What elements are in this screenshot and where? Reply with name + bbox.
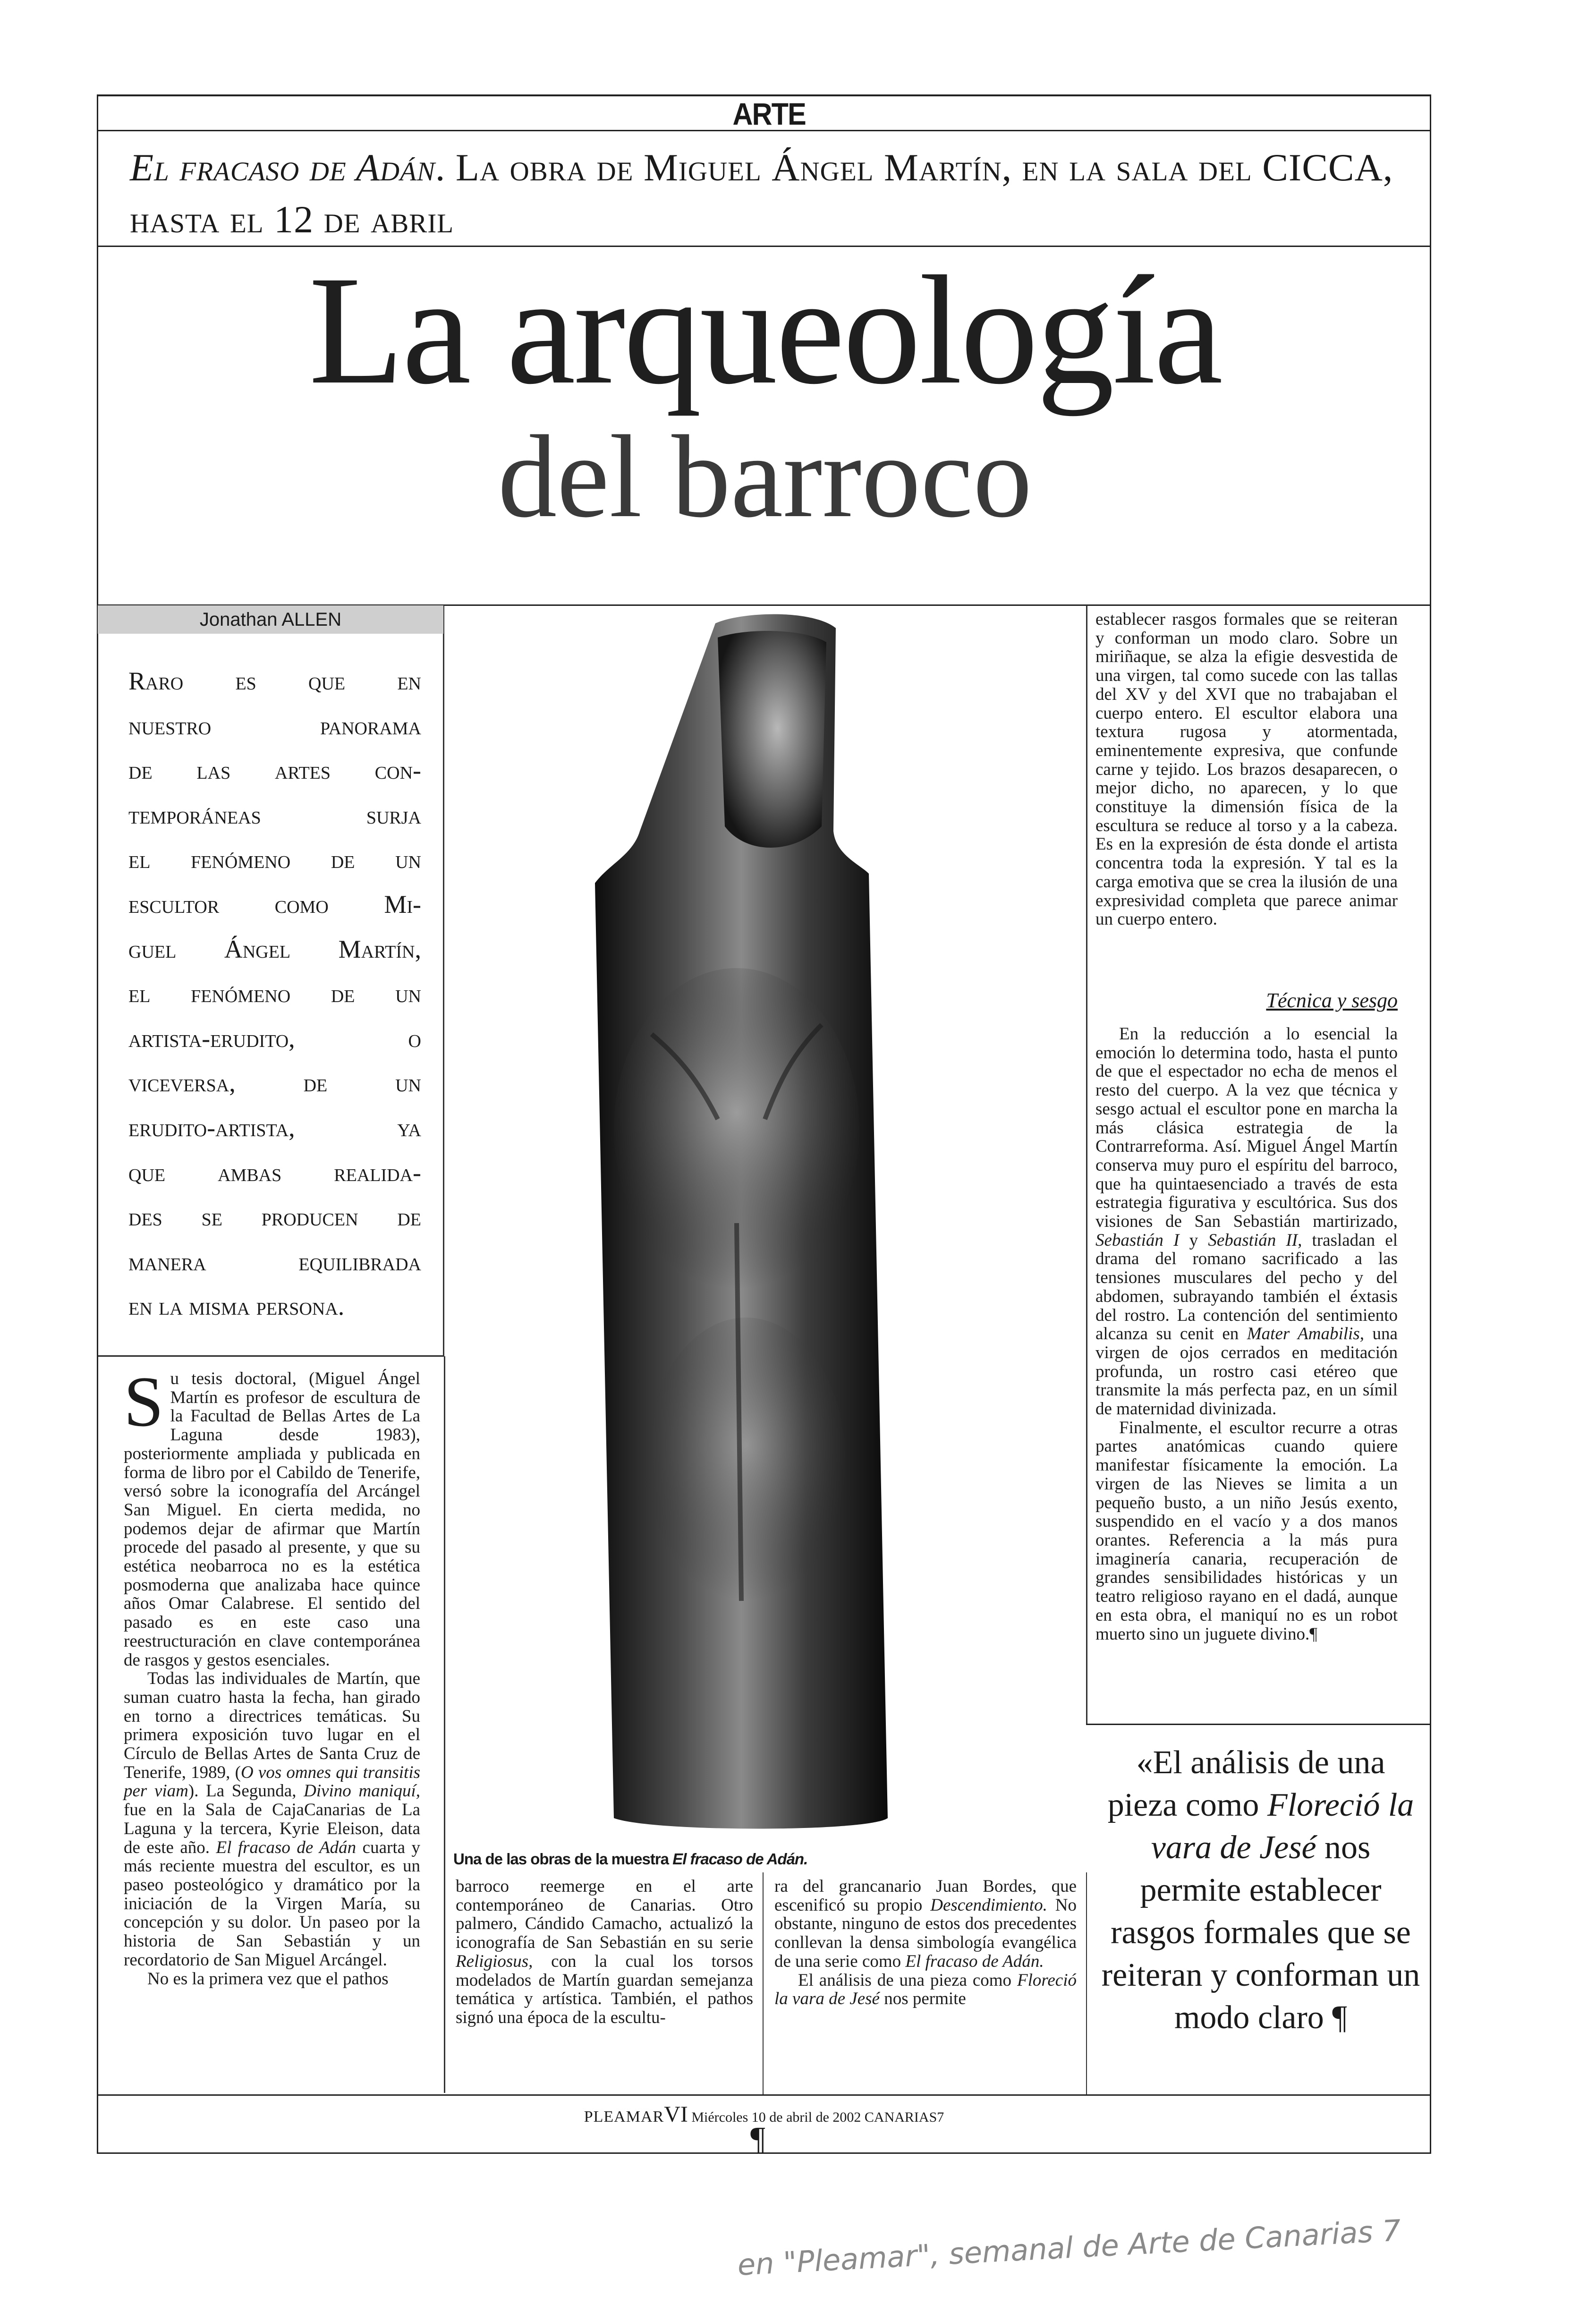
paragraph: El análisis de una pieza como Floreció la vara de Jesé nos permite — [774, 1970, 1077, 2009]
footer-paper: CANARIAS7 — [864, 2109, 944, 2125]
photo-caption: Una de las obras de la muestra El fracaso de Adán. — [453, 1850, 808, 1868]
lead-box-right — [443, 605, 444, 1356]
paragraph: barroco reemerge en el arte contemporáneo de Canarias. Otro palmero, Cándido Camacho, actualizó la iconografía de San Sebastián en su serie Religiosus, con la cual los torsos modelados de Martín guardan semejanza temática y artística. También, el pathos signó una época de la escultu- — [456, 1877, 753, 2027]
lead-line: Raro es que en — [128, 667, 421, 695]
col4-left-rule — [1086, 605, 1087, 1725]
headline-line1: La arqueología — [308, 244, 1222, 417]
paragraph: ra del grancanario Juan Bordes, que escenificó su propio Descendimiento. No obstante, ninguno de estos dos precedentes conllevan la densa simbología evangélica de una serie como El fracaso de Adán. — [774, 1877, 1077, 1971]
pull-quote: «El análisis de una pieza como Floreció la vara de Jesé nos permite establecer rasgos formales que se reiteran y conforman un modo claro ¶ — [1101, 1744, 1420, 2036]
col1-right-rule — [444, 1356, 445, 2093]
headline-line2: del barroco — [498, 411, 1032, 542]
paragraph: establecer rasgos formales que se reiteran y conforman un modo claro. Sobre un miriñaque, se alza la efigie desvestida de una virgen, tal como sucede con las tallas del XV y del XVI que no trabajaban el cuerpo entero. El escultor elabora una textura rugosa y atormentada, eminentemente expresiva, que confunde carne y tejido. Los brazos desaparecen, o mejor dicho, no aparecen, y lo que constituye la dimensión física de la escultura se reduce al torso y a la cabeza. Es en la expresión de ésta donde el artista concentra toda la expresión. Y tal es la carga emotiva que se crea la ilusión de una expresividad completa que parece animar un cuerpo entero. — [1095, 610, 1398, 929]
pull-rule-top — [1086, 1724, 1431, 1725]
footer-issue: VI — [664, 2102, 688, 2127]
footer-date: Miércoles 10 de abril de 2002 — [688, 2109, 865, 2125]
paragraph: Su tesis doctoral, (Miguel Ángel Martín es profesor de escultura de la Facultad de Bellas Artes de La Laguna desde 1983), posteriormente ampliada y publicada en forma de libro por el Cabildo de Tenerife, versó sobre la iconografía del Arcángel San Miguel. En cierta medida, no podemos dejar de afirmar que Martín procede del pasado al presente, y que su estética neobarroca no es la estética posmoderna que analizaba hace quince años Omar Calabrese. El sentido del pasado es en este caso una reestructuración en clave contemporánea de rasgos y gestos esenciales. — [124, 1362, 420, 1670]
paragraph: Todas las individuales de Martín, que suman cuatro hasta la fecha, han girado en torno a directrices temáticas. Su primera exposición tuvo lugar en el Círculo de Bellas Artes de Santa Cruz de Tenerife, 1989, (O vos omnes qui transitis per viam). La Segunda, Divino maniquí, fue en la Sala de CajaCanarias de La Laguna y la tercera, Kyrie Eleison, data de este año. El fracaso de Adán cuarta y más reciente muestra del escultor, es un paseo posteológico y dramático por la iniciación de la Virgen María, su concepción y su dolor. Un paseo por la historia de San Sebastián y un recordatorio de San Miguel Arcángel. — [124, 1669, 421, 1970]
footer-brand: PLEAMAR — [584, 2108, 664, 2125]
dek-exhibition-title: El fracaso de Adán — [130, 146, 435, 189]
col2-right-rule — [763, 1872, 764, 2094]
footer-pilcrow: ¶ — [750, 2121, 765, 2157]
lead-line: el fenómeno de un — [128, 845, 421, 874]
lead-paragraph — [128, 659, 421, 1329]
paragraph: En la reducción a lo esencial la emoción lo determina todo, hasta el punto de que el espectador no echa de menos el resto del cuerpo. A la vez que técnica y sesgo actual el escultor pone en marcha la más clásica estrategia de la Contrarreforma. Así. Miguel Ángel Martín conserva muy puro el espíritu del barroco, que ha quintaesenciado a través de esta estrategia figurativa y escultórica. Sus dos visiones de San Sebastián martirizado, Sebastián I y Sebastián II, trasladan el drama del romano sacrificado a las tensiones musculares del pecho y del abdomen, subrayando también el éxtasis del rostro. La contención del sentimiento alcanza su cenit en Mater Amabilis, una virgen de ojos cerrados en meditación profunda, un rostro casi etéreo que transmite la más perfecta paz, en un símil de maternidad divinizada. — [1095, 1024, 1398, 1419]
lead-line: artista-erudito, o — [128, 1024, 421, 1053]
section-tag: ARTE — [732, 96, 806, 131]
lead-line: nuestro panorama — [128, 711, 421, 740]
footer-rule — [97, 2094, 1431, 2096]
col3-right-rule — [1086, 1872, 1087, 2094]
dek — [130, 142, 1405, 246]
dek-text: . La obra de Miguel Ángel Martín, en la sala del CICCA, hasta el 12 de abril — [130, 146, 1393, 241]
sculpture-image — [453, 609, 1077, 1847]
lead-line: escultor como Mi- — [128, 890, 421, 918]
article-column-4b — [1095, 1025, 1398, 1643]
lead-line: viceversa, de un — [128, 1069, 421, 1097]
lead-line: el fenómeno de un — [128, 979, 421, 1008]
lead-line: temporáneas surja — [128, 800, 421, 829]
article-column-2 — [456, 1877, 753, 2027]
article-column-4a — [1095, 610, 1398, 929]
lead-line: des se producen de — [128, 1203, 421, 1232]
byline: Jonathan ALLEN — [98, 605, 443, 634]
sculpture-photo — [453, 609, 1077, 1847]
lead-line: guel Ángel Martín, — [128, 935, 421, 963]
article-column-1 — [124, 1362, 421, 1989]
lead-line: de las artes con- — [128, 756, 421, 785]
lead-line: erudito-artista, ya — [128, 1113, 421, 1142]
paragraph: No es la primera vez que el pathos — [147, 1969, 389, 1989]
lead-line: manera equilibrada — [128, 1247, 421, 1276]
drop-cap: S — [124, 1362, 164, 1441]
handwritten-note: en "Pleamar", semanal de Arte de Canarias 7 — [737, 2213, 1402, 2282]
lead-line: en la misma persona. — [128, 1292, 345, 1321]
section-subhead: Técnica y sesgo — [1266, 989, 1398, 1012]
lead-box-bottom — [98, 1355, 444, 1357]
paragraph: Finalmente, el escultor recurre a otras partes anatómicas cuando quiere manifestar físicamente la emoción. La virgen de las Nieves se limita a un pequeño busto, a un niño Jesús exento, suspendido en el vacío y a dos manos orantes. Referencia a la más pura imaginería canaria, recuperación de grandes sensibilidades históricas y un teatro religioso rayano en el dadá, aunque en esta obra, el maniquí no es un robot muerto sino un juguete divino.¶ — [1095, 1418, 1398, 1644]
article-column-3 — [774, 1877, 1077, 2008]
lead-line: que ambas realida- — [128, 1158, 421, 1187]
